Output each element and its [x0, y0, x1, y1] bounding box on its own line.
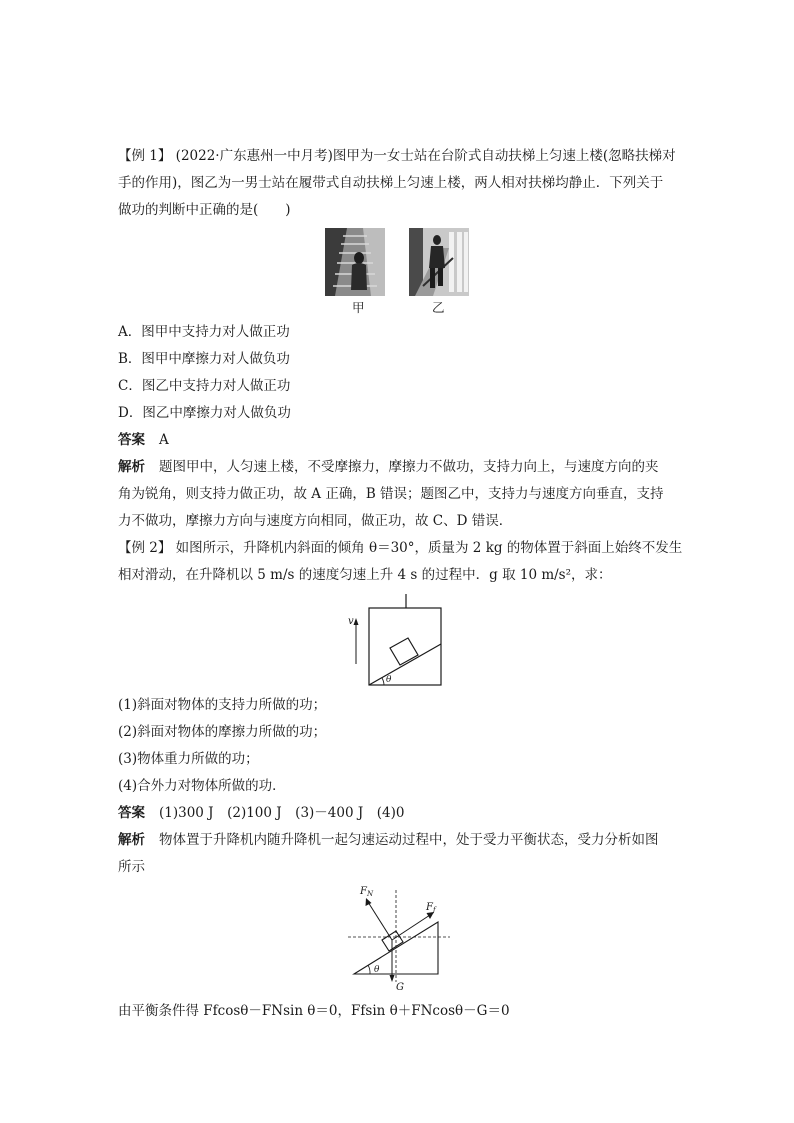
g-label: G: [396, 982, 404, 992]
fn-label: $F_N$: [360, 886, 374, 898]
force-diagram: [340, 882, 455, 996]
question-4: (4)合外力对物体所做的功．: [118, 778, 286, 794]
question-2: (2)斜面对物体的摩擦力所做的功；: [118, 724, 327, 740]
answer-label: 答案: [118, 432, 145, 448]
example2-line1: 【例 2】 如图所示，升降机内斜面的倾角 θ＝30°，质量为 2 kg 的物体置于斜面上始终不发生: [118, 540, 683, 556]
example1-answer: [118, 430, 688, 450]
caption-yi: 乙: [432, 300, 445, 315]
answer-value: (1)300 J (2)100 J (3)－400 J (4)0: [159, 805, 405, 821]
example2-line2: 相对滑动，在升降机以 5 m/s 的速度匀速上升 4 s 的过程中．g 取 10 m/s²，求：: [118, 567, 612, 583]
answer-value: A: [159, 432, 169, 448]
equilibrium-equation: 由平衡条件得 Ffcosθ－FNsin θ＝0，Ffsin θ＋FNcosθ－G＝0: [118, 1003, 510, 1019]
analysis-label: 解析: [118, 832, 145, 848]
example1-line3: 做功的判断中正确的是( ): [118, 202, 291, 218]
analysis-text: 物体置于升降机内随升降机一起匀速运动过程中，处于受力平衡状态，受力分析如图: [159, 832, 659, 848]
velocity-label: v: [348, 616, 354, 627]
escalator-photo-a: [325, 228, 385, 296]
theta-label: θ: [374, 965, 380, 975]
example1-analysis-line3: 力不做功，摩擦力方向与速度方向相同，做正功，故 C、D 错误．: [118, 513, 513, 529]
example1-analysis-line1: [118, 457, 688, 477]
elevator-figure: [346, 592, 446, 692]
option-d: D．图乙中摩擦力对人做负功: [118, 405, 291, 421]
example1-line1: 【例 1】 (2022·广东惠州一中月考)图甲为一女士站在台阶式自动扶梯上匀速上楼(忽略扶梯对: [118, 148, 676, 164]
example1-analysis-line2: 角为锐角，则支持力做正功，故 A 正确，B 错误；题图乙中，支持力与速度方向垂直，支持: [118, 486, 664, 502]
ff-label: $F_f$: [426, 902, 436, 914]
option-a: A．图甲中支持力对人做正功: [118, 324, 290, 340]
angle-label: θ: [386, 675, 392, 685]
example2-answer: [118, 803, 688, 823]
option-c: C．图乙中支持力对人做正功: [118, 378, 291, 394]
analysis-text: 题图甲中，人匀速上楼，不受摩擦力，摩擦力不做功，支持力向上，与速度方向的夹: [159, 459, 659, 475]
option-b: B．图甲中摩擦力对人做负功: [118, 351, 290, 367]
answer-label: 答案: [118, 805, 145, 821]
question-3: (3)物体重力所做的功；: [118, 751, 259, 767]
example2-analysis-line1: [118, 830, 688, 850]
example1-line2: 手的作用)，图乙为一男士站在履带式自动扶梯上匀速上楼，两人相对扶梯均静止．下列关于: [118, 175, 664, 191]
analysis-label: 解析: [118, 459, 145, 475]
caption-jia: 甲: [352, 300, 365, 315]
escalator-photo-b: [409, 228, 469, 296]
question-1: (1)斜面对物体的支持力所做的功；: [118, 697, 327, 713]
example2-analysis-line2: 所示: [118, 859, 145, 875]
